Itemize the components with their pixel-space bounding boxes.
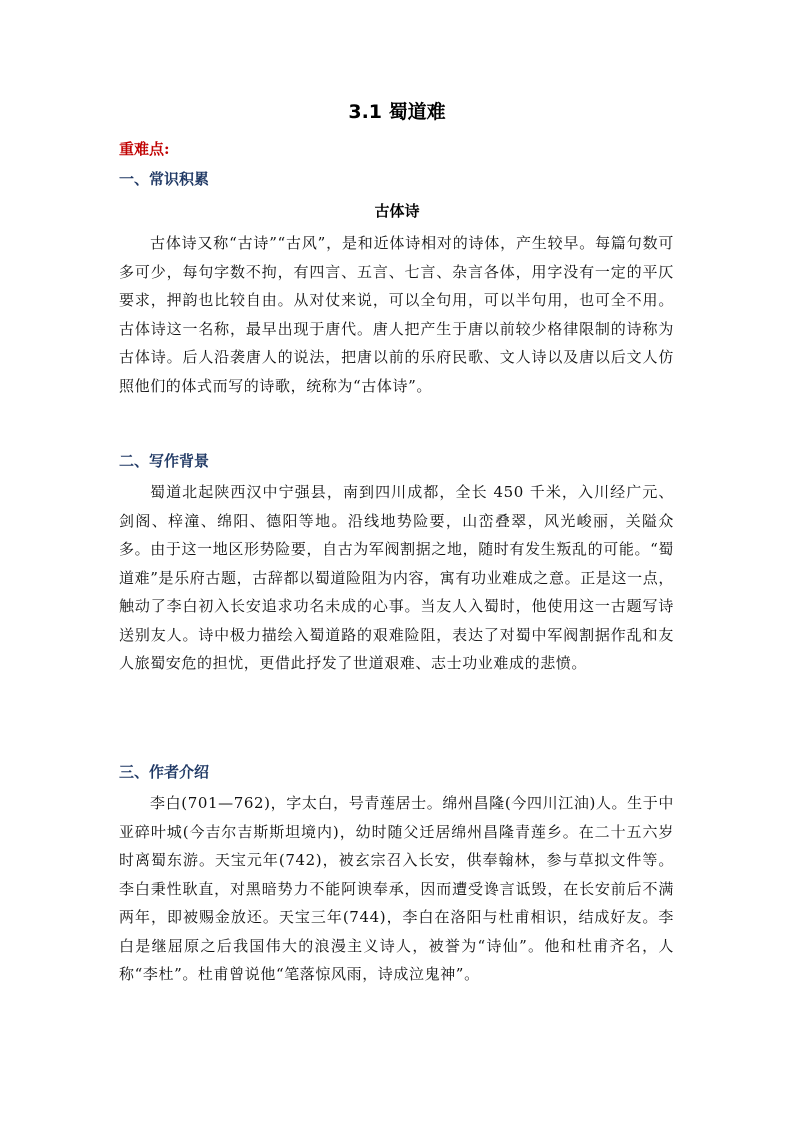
paragraph-common-knowledge: 古体诗又称“古诗”“古风”，是和近体诗相对的诗体，产生较早。每篇句数可多可少，每句字数不拘，有四言、五言、七言、杂言各体，用字没有一定的平仄要求，押韵也比较自由。从对仗来说，可以全句用，可以半句用，也可全不用。古体诗这一名称，最早出现于唐代。唐人把产生于唐以前较少格律限制的诗称为古体诗。后人沿袭唐人的说法，把唐以前的乐府民歌、文人诗以及唐以后文人仿照他们的体式而写的诗歌，统称为“古体诗”。 [119, 234, 674, 395]
section-heading-background: 二、写作背景 [119, 452, 210, 470]
paragraph-author: 李白(701—762)，字太白，号青莲居士。绵州昌隆(今四川江油)人。生于中亚碎叶城(今吉尔吉斯斯坦境内)，幼时随父迁居绵州昌隆青莲乡。在二十五六岁时离蜀东游。天宝元年(742)，被玄宗召入长安，供奉翰林，参与草拟文件等。李白秉性耿直，对黑暗势力不能阿谀奉承，因而遭受谗言诋毁，在长安前后不满两年，即被赐金放还。天宝三年(744)，李白在洛阳与杜甫相识，结成好友。李白是继屈原之后我国伟大的浪漫主义诗人，被誉为“诗仙”。他和杜甫齐名，人称“李杜”。杜甫曾说他“笔落惊风雨，诗成泣鬼神”。 [119, 794, 674, 983]
subheading-ancient-poetry: 古体诗 [374, 202, 420, 220]
paragraph-background: 蜀道北起陕西汉中宁强县，南到四川成都，全长 450 千米，入川经广元、剑阁、梓潼、绵阳、德阳等地。沿线地势险要，山峦叠翠，风光峻丽，关隘众多。由于这一地区形势险要，自古为军阀割据之地，随时有发生叛乱的可能。“蜀道难”是乐府古题，古辞都以蜀道险阻为内容，寓有功业难成之意。正是这一点，触动了李白初入长安追求功名未成的心事。当友人入蜀时，他使用这一古题写诗送别友人。诗中极力描绘入蜀道路的艰难险阻，表达了对蜀中军阀割据作乱和友人旅蜀安危的担忧，更借此抒发了世道艰难、志士功业难成的悲愤。 [119, 483, 674, 672]
key-points-label: 重难点: [119, 140, 170, 158]
section-heading-common-knowledge: 一、常识积累 [119, 170, 210, 188]
page-title: 3.1 蜀道难 [348, 101, 446, 123]
section-heading-author: 三、作者介绍 [119, 763, 210, 781]
